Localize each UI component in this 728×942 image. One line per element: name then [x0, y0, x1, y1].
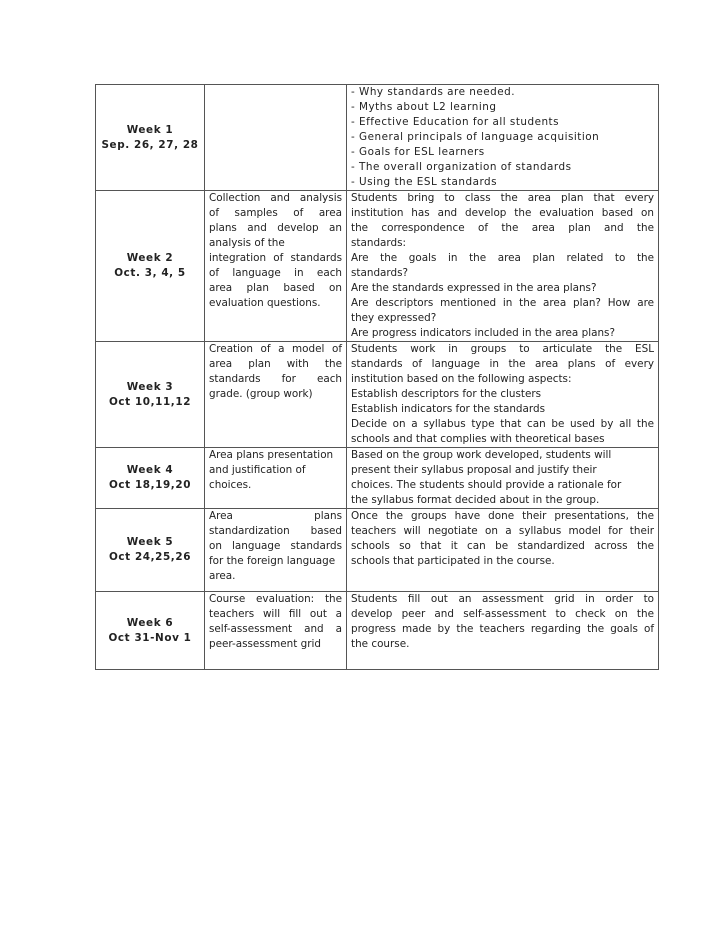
activity-line: peer-assessment grid [209, 638, 321, 650]
activity-line: Collection and analysis [209, 192, 342, 204]
week-label: Week 1 [126, 123, 174, 136]
description-line: institution based on the following aspects: [351, 373, 572, 385]
activity-line: Area plans [209, 510, 342, 522]
description-line: choices. The students should provide a rationale for [351, 479, 622, 491]
activity-line: evaluation questions. [209, 297, 321, 309]
description-line: the correspondence of the area plan and the [351, 222, 654, 234]
activity-line: choices. [209, 479, 252, 491]
description-line: the course. [351, 638, 410, 650]
schedule-row [96, 342, 659, 448]
activity-line: area plan based on [209, 282, 342, 294]
description-line: present their syllabus proposal and justify their [351, 464, 597, 476]
week-dates: Oct 10,11,12 [108, 395, 192, 408]
description-line: progress made by the teachers regarding the goals of [351, 623, 654, 635]
description-line: - Why standards are needed. [351, 86, 516, 98]
activity-line: Creation of a model of [209, 343, 342, 355]
description-line: standards: [351, 237, 407, 249]
activity-line: standards for each [209, 373, 342, 385]
description-line: Are the standards expressed in the area plans? [351, 282, 597, 294]
description-line: standards of language in the area plans of every [351, 358, 654, 370]
week-dates: Oct 18,19,20 [108, 479, 192, 491]
description-line: Once the groups have done their presentations, the [351, 510, 654, 522]
activity-line: of samples of area [209, 207, 342, 219]
activity-line: for the foreign language [209, 555, 336, 567]
week-label: Week 2 [126, 252, 174, 264]
course-schedule-body [96, 85, 659, 670]
activity-line: self-assessment and a [209, 623, 342, 635]
activity-line: analysis of the [209, 237, 285, 249]
description-line: - General principals of language acquisition [351, 131, 600, 143]
description-line: Based on the group work developed, students will [351, 449, 612, 461]
activity-cell [205, 191, 347, 342]
week-cell [96, 509, 205, 592]
schedule-row [96, 191, 659, 342]
description-line: they expressed? [351, 312, 437, 324]
week-cell [96, 448, 205, 509]
description-cell [347, 342, 659, 448]
week-cell [96, 592, 205, 670]
activity-cell [205, 342, 347, 448]
description-cell [347, 191, 659, 342]
description-line: develop peer and self-assessment to check on the [351, 608, 654, 620]
description-line: - The overall organization of standards [351, 161, 572, 173]
description-cell [347, 509, 659, 592]
description-line: Are the goals in the area plan related to the [351, 252, 654, 264]
description-line: - Myths about L2 learning [351, 101, 497, 113]
description-line: - Using the ESL standards [351, 176, 498, 188]
activity-line: standardization based [209, 525, 342, 537]
description-line: standards? [351, 267, 409, 279]
activity-line: Course evaluation: the [209, 593, 342, 605]
schedule-row [96, 592, 659, 670]
week-label: Week 6 [126, 616, 174, 629]
activity-line: and justification of [209, 464, 306, 476]
schedule-row [96, 448, 659, 509]
schedule-row [96, 509, 659, 592]
week-label: Week 4 [126, 464, 174, 476]
activity-line: teachers will fill out a [209, 608, 342, 620]
description-line: teachers will negotiate on a syllabus model for their [351, 525, 654, 537]
week-cell [96, 191, 205, 342]
description-cell [347, 592, 659, 670]
activity-cell [205, 592, 347, 670]
course-schedule-table [95, 84, 659, 670]
description-line: schools that participated in the course. [351, 555, 555, 567]
description-line: institution has and develop the evaluation based on [351, 207, 654, 219]
description-line: - Effective Education for all students [351, 116, 560, 128]
description-line: schools and that complies with theoretical bases [351, 433, 605, 445]
description-line: Students fill out an assessment grid in order to [351, 593, 654, 605]
activity-line: of language in each [209, 267, 342, 279]
description-cell [347, 448, 659, 509]
activity-line: on language standards [209, 540, 342, 552]
activity-line: grade. (group work) [209, 388, 313, 400]
week-dates: Sep. 26, 27, 28 [101, 138, 199, 151]
activity-line: area. [209, 570, 236, 582]
description-line: - Goals for ESL learners [351, 146, 485, 158]
week-cell [96, 85, 205, 191]
description-line: Establish descriptors for the clusters [351, 388, 542, 400]
activity-line: Area plans presentation [209, 449, 334, 461]
description-cell [347, 85, 659, 191]
week-dates: Oct 24,25,26 [108, 551, 192, 563]
description-line: Students work in groups to articulate the ESL [351, 343, 654, 355]
week-label: Week 5 [126, 536, 174, 548]
description-line: the syllabus format decided about in the group. [351, 494, 600, 506]
description-line: Establish indicators for the standards [351, 403, 545, 415]
description-line: schools so that it can be standardized across the [351, 540, 654, 552]
activity-cell [205, 448, 347, 509]
week-cell [96, 342, 205, 448]
schedule-row [96, 85, 659, 191]
description-line: Are descriptors mentioned in the area plan? How are [351, 297, 654, 309]
week-dates: Oct. 3, 4, 5 [114, 267, 186, 279]
description-line: Decide on a syllabus type that can be used by all the [351, 418, 654, 430]
activity-line: plans and develop an [209, 222, 342, 234]
activity-cell [205, 85, 347, 191]
activity-line: area plan with the [209, 358, 342, 370]
activity-cell [205, 509, 347, 592]
description-line: Students bring to class the area plan that every [351, 192, 654, 204]
week-dates: Oct 31-Nov 1 [108, 631, 192, 644]
activity-line: integration of standards [209, 252, 342, 264]
week-label: Week 3 [126, 380, 174, 393]
description-line: Are progress indicators included in the area plans? [351, 327, 615, 339]
